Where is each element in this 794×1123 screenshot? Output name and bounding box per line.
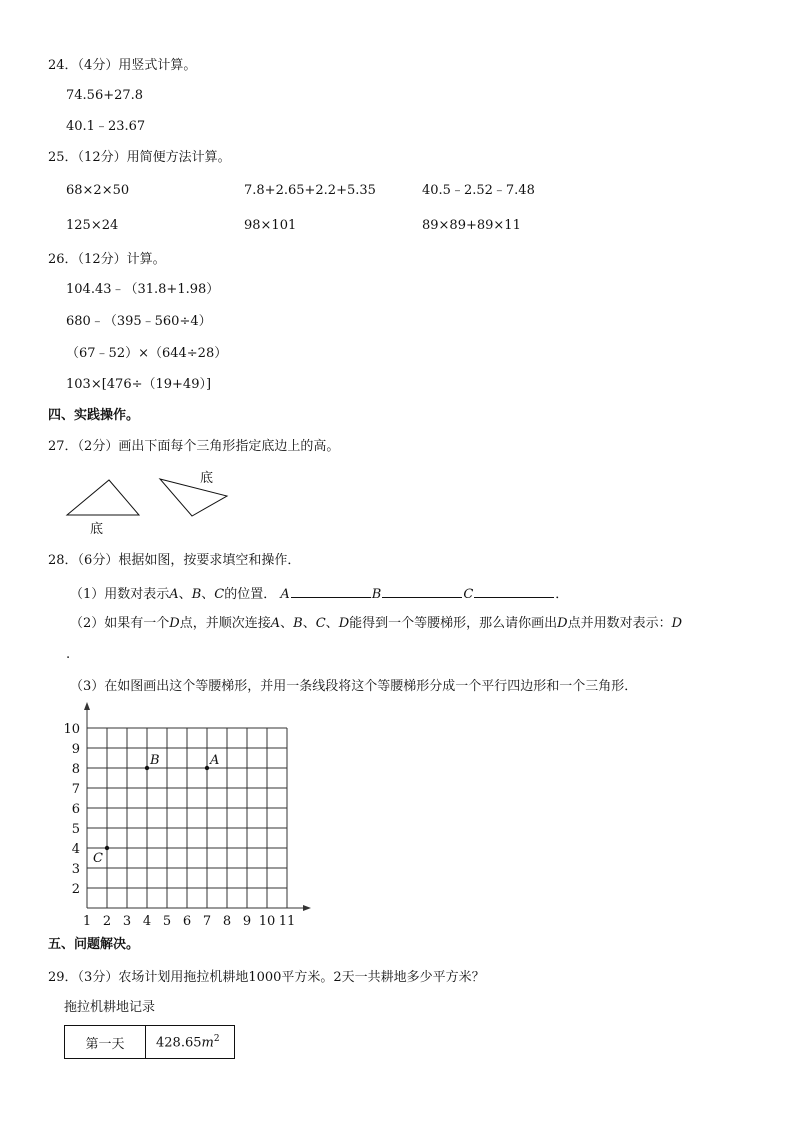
table-caption: 拖拉机耕地记录 [64, 1000, 156, 1015]
x-tick-label: 5 [162, 914, 172, 929]
y-tick-label: 5 [71, 822, 80, 837]
q26-title: 26．（12分）计算。 [48, 252, 166, 267]
q25-r1c2: 7.8+2.65+2.2+5.35 [244, 183, 376, 198]
triangle-1-base-label: 底 [90, 522, 104, 537]
x-axis-arrow [303, 905, 311, 911]
q24-title: 24．（4分）用竖式计算。 [48, 58, 197, 73]
answer-blank-b[interactable] [382, 585, 462, 598]
q26-item-3: （67﹣52）×（644÷28） [66, 346, 228, 361]
q28-part3: （3）在如图画出这个等腰梯形，并用一条线段将这个等腰梯形分成一个平行四边形和一个三角形． [70, 679, 638, 694]
y-tick-label: 8 [71, 762, 80, 777]
point-c [105, 846, 109, 850]
y-tick-label: 2 [71, 882, 80, 897]
q27-title: 27．（2分）画出下面每个三角形指定底边上的高。 [48, 439, 340, 454]
triangle-1 [67, 480, 139, 515]
x-tick-label: 7 [202, 914, 212, 929]
answer-blank-a[interactable] [291, 585, 371, 598]
x-tick-label: 8 [222, 914, 232, 929]
x-tick-label: 11 [278, 914, 296, 929]
y-tick-label: 3 [71, 862, 80, 877]
y-tick-label: 10 [63, 722, 80, 737]
day1-value: $428.65m^2$ [146, 1026, 235, 1059]
point-a [205, 766, 209, 770]
point-b [145, 766, 149, 770]
x-tick-label: 6 [182, 914, 192, 929]
q25-r2c3: 89×89+89×11 [422, 218, 521, 233]
y-tick-label: 9 [71, 742, 80, 757]
answer-blank-c[interactable] [474, 585, 554, 598]
q25-r2c1: 125×24 [66, 218, 119, 233]
q25-title: 25．（12分）用简便方法计算。 [48, 150, 231, 165]
point-label-a: A [210, 753, 220, 768]
q25-r1c3: 40.5﹣2.52﹣7.48 [422, 183, 535, 198]
coordinate-grid [55, 700, 320, 930]
x-tick-label: 9 [242, 914, 252, 929]
y-axis-arrow [84, 702, 90, 710]
triangle-2-base-label: 底 [200, 471, 214, 486]
section-5-heading: 五、问题解决。 [48, 937, 140, 952]
q28-part1: （1）用数对表示A、B、C的位置． A B C ． [70, 587, 569, 602]
point-label-b: B [150, 753, 160, 768]
x-tick-label: 10 [258, 914, 276, 929]
x-tick-label: 1 [82, 914, 92, 929]
x-tick-label: 3 [122, 914, 132, 929]
q28-part2-period: . [66, 647, 71, 662]
y-tick-label: 4 [71, 842, 80, 857]
y-tick-label: 6 [71, 802, 80, 817]
x-tick-label: 4 [142, 914, 152, 929]
q24-item-2: 40.1﹣23.67 [66, 119, 146, 134]
q26-item-4: 103×[476÷（19+49）] [66, 377, 212, 392]
q28-title: 28．（6分）根据如图，按要求填空和操作． [48, 553, 301, 568]
q26-item-1: 104.43﹣（31.8+1.98） [66, 282, 220, 297]
q26-item-2: 680﹣（395﹣560÷4） [66, 314, 212, 329]
x-tick-label: 2 [102, 914, 112, 929]
q27-triangles [60, 465, 240, 540]
q25-r2c2: 98×101 [244, 218, 297, 233]
q28-part2: （2）如果有一个D点，并顺次连接A、B、C、D能得到一个等腰梯形，那么请你画出D点并用数对表示：D [70, 616, 683, 631]
triangle-2 [160, 479, 227, 516]
y-tick-label: 7 [71, 782, 80, 797]
q25-r1c1: 68×2×50 [66, 183, 130, 198]
point-label-c: C [93, 851, 103, 866]
q29-title: 29．（3分）农场计划用拖拉机耕地1000平方米。2天一共耕地多少平方米？ [48, 970, 485, 985]
day1-label: 第一天 [65, 1026, 146, 1059]
section-4-heading: 四、实践操作。 [48, 408, 140, 423]
tractor-record-table [64, 1025, 235, 1059]
q24-item-1: 74.56+27.8 [66, 88, 144, 103]
